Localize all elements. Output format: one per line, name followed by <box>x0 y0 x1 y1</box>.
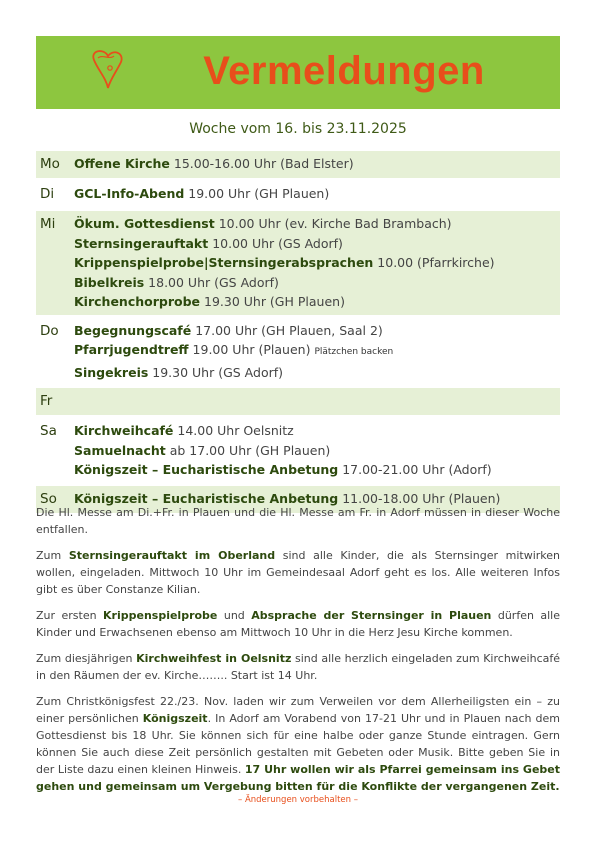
day-row <box>36 151 560 178</box>
event-details: 19.30 Uhr (GH Plauen) <box>200 294 345 309</box>
event-name: Ökum. Gottesdienst <box>74 216 215 231</box>
event-details: 10.00 Uhr (GS Adorf) <box>208 235 343 251</box>
event-item <box>74 441 560 461</box>
event-list <box>74 421 560 480</box>
event-name: Kirchenchorprobe <box>74 294 201 309</box>
day-label: Do <box>40 322 59 339</box>
week-label: Woche vom 16. bis 23.11.2025 <box>189 121 407 137</box>
day-row <box>36 388 560 415</box>
event-name: Begegnungscafé <box>74 322 192 338</box>
highlighted-text: Königszeit <box>142 712 208 725</box>
event-list <box>74 321 560 383</box>
event-details: 18.00 Uhr (GS Adorf) <box>144 274 279 290</box>
event-details: 19.00 Uhr (GH Plauen) <box>184 186 330 201</box>
paragraph-text: sind alle herzlich eingeladen zum Kirchweihcafé in den Räumen der ev. Kirche…….. Start ist 14 Uhr. <box>36 652 561 682</box>
day-label: Di <box>40 186 55 202</box>
footer-note: – Änderungen vorbehalten – <box>238 795 358 805</box>
event-list <box>74 214 560 312</box>
event-item <box>74 154 560 174</box>
announcement-paragraph <box>36 547 560 598</box>
event-item <box>74 273 560 293</box>
event-name: Samuelnacht <box>74 442 166 458</box>
paragraph-text: Zum <box>36 549 69 562</box>
event-item <box>74 184 560 204</box>
paragraph-text: Zur ersten <box>36 609 104 622</box>
event-details: 17.00 Uhr (GH Plauen, Saal 2) <box>191 322 383 338</box>
announcement-paragraph <box>36 504 560 538</box>
day-label: Fr <box>40 393 53 409</box>
event-name: Sternsingerauftakt <box>74 235 209 251</box>
event-name: Königszeit – Eucharistische Anbetung <box>74 490 339 506</box>
day-row <box>36 318 560 386</box>
event-item <box>74 340 560 363</box>
paragraph-text: Zum diesjährigen <box>36 652 137 665</box>
event-list <box>74 391 560 412</box>
event-details: 17.00-21.00 Uhr (Adorf) <box>338 462 492 477</box>
paragraph-text: Zum Christkönigsfest 22./23. Nov. laden wir zum Verweilen vor dem Allerheiligsten ein – zu einer persönlichen <box>36 695 560 725</box>
announcement-paragraph <box>36 650 560 684</box>
event-details: 10.00 Uhr (ev. Kirche Bad Brambach) <box>214 216 452 231</box>
day-label: Sa <box>40 423 57 439</box>
announcement-paragraph <box>36 607 560 641</box>
paragraph-text: dürfen alle Kinder und Erwachsenen ebenso am Mittwoch 10 Uhr in die Herz Jesu Kirche kommen. <box>36 609 561 639</box>
day-row <box>36 181 560 208</box>
event-name: Bibelkreis <box>74 274 145 290</box>
paragraph-text: Die Hl. Messe am Di.+Fr. in Plauen und die Hl. Messe am Fr. in Adorf müssen in dieser Woche entfallen. <box>36 506 560 536</box>
highlighted-text: Sternsingerauftakt im Oberland <box>68 549 276 562</box>
paragraph-text: und <box>217 609 252 622</box>
event-item <box>74 460 560 480</box>
event-name: Pfarrjugendtreff <box>74 342 189 357</box>
day-row <box>36 418 560 483</box>
event-name: Kirchweihcafé <box>74 423 174 438</box>
event-item <box>74 234 560 254</box>
paragraph-text: sind alle Kinder, die als Sternsinger mitwirken wollen, eingeladen. Mittwoch 10 Uhr im Gemeindesaal Adorf geht es los. Alle weiteren Infos gibt es über Constanze Kilian. <box>36 549 560 596</box>
highlighted-text: Absprache der Sternsinger in Plauen <box>251 609 492 622</box>
event-list <box>74 154 560 175</box>
event-name: Krippenspielprobe|Sternsingerabsprachen <box>74 255 374 270</box>
event-note: Plätzchen backen <box>314 347 394 357</box>
event-item <box>74 363 560 383</box>
event-details: 15.00-16.00 Uhr (Bad Elster) <box>169 156 354 171</box>
day-label: Mi <box>40 216 56 232</box>
highlighted-text: Kirchweihfest in Oelsnitz <box>136 652 292 665</box>
event-name: Singekreis <box>74 364 149 380</box>
event-name: Offene Kirche <box>74 156 170 171</box>
event-item <box>74 214 560 234</box>
event-name: Königszeit – Eucharistische Anbetung <box>74 462 339 477</box>
announcements <box>36 504 560 804</box>
event-item <box>74 321 560 341</box>
highlighted-text: Krippenspielprobe <box>103 609 218 622</box>
schedule-table <box>36 151 560 516</box>
event-details: 10.00 (Pfarrkirche) <box>373 255 495 270</box>
header-banner <box>36 36 560 109</box>
event-item <box>74 253 560 273</box>
day-label: Mo <box>40 156 60 172</box>
paragraph-text: . In Adorf am Vorabend von 17-21 Uhr und in Plauen nach dem Gottesdienst bis 18 Uhr. Sie können sich für eine halbe oder ganze Stunde eintragen. Gern können Sie auch diese Zeit persönlich gestalten mit Gebeten oder Musik. Bitte geben Sie in der Liste dazu einen kleinen Hinweis. <box>36 712 561 776</box>
day-row <box>36 211 560 315</box>
event-item <box>74 421 560 441</box>
event-details: 14.00 Uhr Oelsnitz <box>173 423 294 438</box>
page-title: Vermeldungen <box>203 49 485 93</box>
announcement-paragraph <box>36 693 560 795</box>
event-details: ab 17.00 Uhr (GH Plauen) <box>165 442 331 458</box>
event-details: 11.00-18.00 Uhr (Plauen) <box>338 490 501 506</box>
event-list <box>74 184 560 205</box>
event-item <box>74 292 560 312</box>
highlighted-text: 17 Uhr wollen wir als Pfarrei gemeinsam ins Gebet gehen und gemeinsam um Vergebung bitten für die Konflikte der vergangenen Zeit. <box>36 763 561 793</box>
day-label: So <box>40 490 57 507</box>
event-details: 19.30 Uhr (GS Adorf) <box>148 364 284 380</box>
event-name: GCL-Info-Abend <box>74 186 185 201</box>
event-details: 19.00 Uhr (Plauen) <box>188 342 315 357</box>
